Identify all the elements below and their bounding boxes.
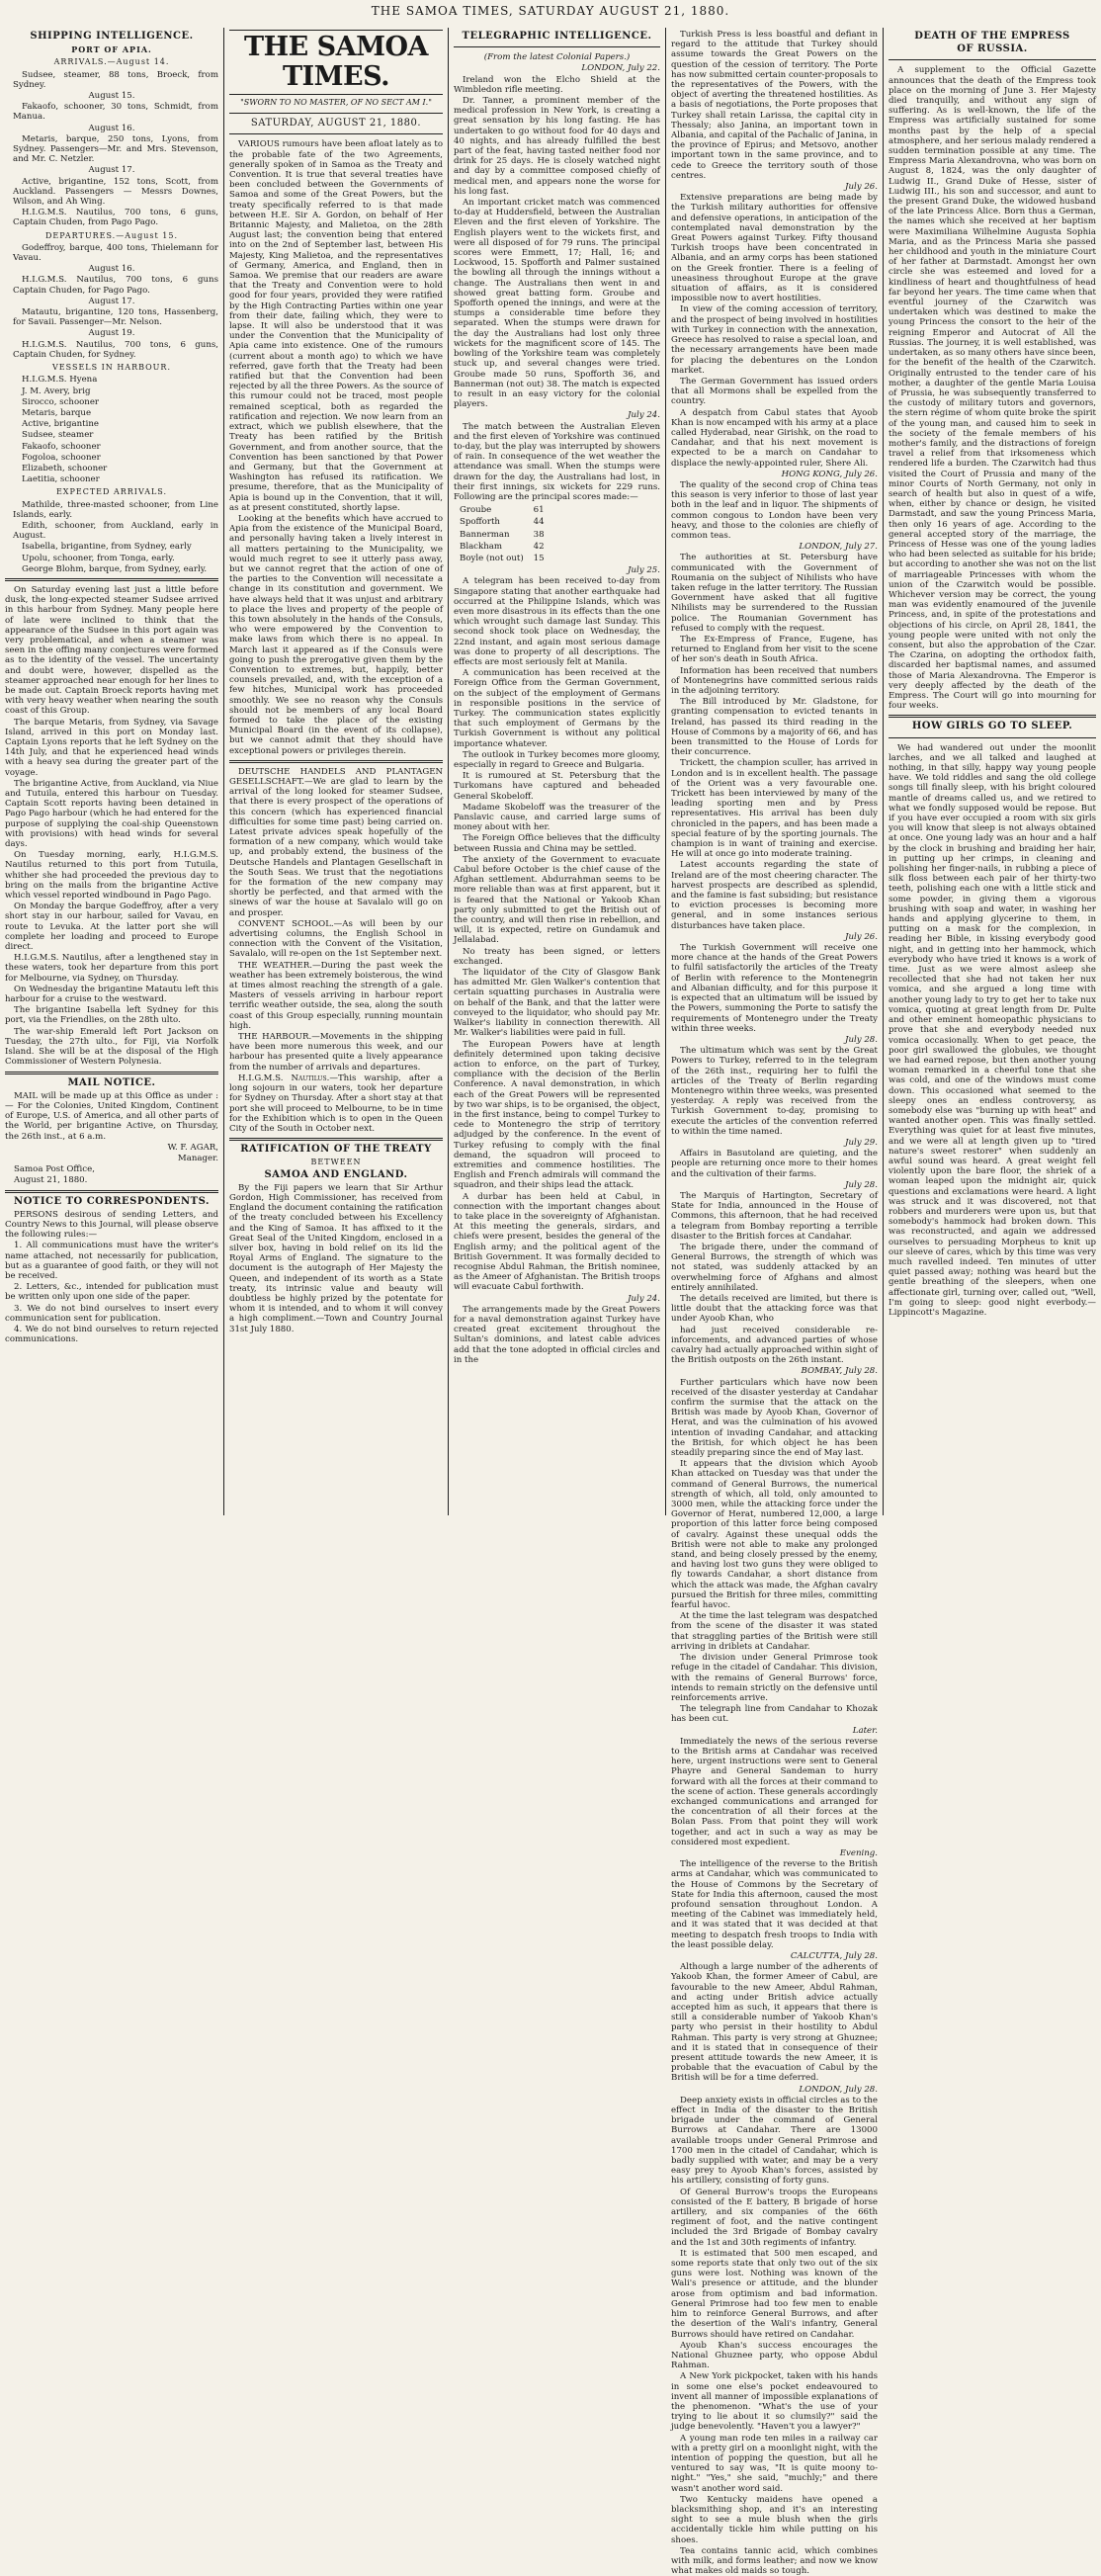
harbour-entry: Metaris, barque bbox=[22, 407, 92, 418]
score-row bbox=[456, 554, 549, 563]
dateline: July 29. bbox=[845, 1137, 878, 1148]
ratification-title: RATIFICATION OF THE TREATY bbox=[240, 1144, 432, 1156]
departure-entry: August 17. bbox=[88, 296, 135, 306]
player-name: Spofforth bbox=[460, 517, 500, 528]
local-note-text: —Movements in the shipping have been more numerous this week, and our harbour has presented quite a lively appearance from the number of arrivals and departures. bbox=[229, 1032, 443, 1073]
telegram-paragraph: The Turkish Government will receive one more chance at the hands of the Great Powers to fulfil satisfactorily the articles of the Treaty of Berlin with reference to the Montenegrin and Albanian difficulty, and for this purpose it is expected that an ultimatum will be issued by the Powers, summoning the Porte to satisfy the requirements of Montenegro under the Treaty within three weeks. bbox=[671, 943, 878, 1034]
departure-entry: H.I.G.M.S. Nautilus, 700 tons, 6 guns Captain Chuden, for Pago Pago. bbox=[13, 275, 218, 296]
local-note-text: —This warship, after a long sojourn in our waters, took her departure for Sydney on Thursday. After a short stay at that port she will proceed to Melbourne, to be in time for the Exhibition which is to open in the Queen City of the South in October next. bbox=[229, 1073, 443, 1134]
telegram-paragraph: The outlook in Turkey becomes more gloomy, especially in regard to Greece and Bulgaria. bbox=[454, 749, 660, 771]
telegram-paragraph: A communication has been received at the Foreign Office from the German Government, on the subject of the employment of Germans in responsible positions in the service of Turkey. The communication states explicitly that such employment of Germans by the Turkish Government is without any political importance whatever. bbox=[454, 668, 660, 749]
local-note-text: —During the past week the weather has been extremely boisterous, the wind at times almost reaching the strength of a gale. Masters of vessels arriving in harbour report terrific weather outside, the sea, along the south coast of this Group especially, running mountain high. bbox=[229, 960, 443, 1031]
telegram-paragraph: The European Powers have at length definitely determined upon taking decisive action to enforce, on the part of Turkey, compliance with the decision of the Berlin Conference. A naval demonstration, in which each of the Great Powers will be represented by two war ships, is to be organised, the object, in the first instance, being to compel Turkey to cede to Montenegro the strip of territory adjudged by the conference. In the event of Turkey refusing to comply with the final demand, the squadron will proceed to extremities and commence hostilities. The English and French admirals will command the squadron, and their ships lead the attack. bbox=[454, 1039, 660, 1191]
departure-entry: August 19. bbox=[88, 328, 135, 339]
expected-entry: Isabella, brigantine, from Sydney, early bbox=[22, 542, 192, 553]
dateline: July 26. bbox=[845, 931, 878, 942]
player-score: 15 bbox=[533, 553, 545, 563]
harbour-entry: Sudsee, steamer bbox=[22, 430, 94, 441]
departures-heading: DEPARTURES.—August 15. bbox=[44, 230, 179, 240]
masthead-title: THE SAMOA TIMES. bbox=[229, 30, 443, 95]
local-note bbox=[229, 1032, 443, 1073]
mail-date: August 21, 1880. bbox=[14, 1175, 88, 1186]
expected-heading: EXPECTED ARRIVALS. bbox=[55, 487, 168, 497]
dateline: BOMBAY, July 28. bbox=[801, 1366, 878, 1377]
telegram-paragraph: It is rumoured at St. Petersburg that the Turkomans have captured and beheaded General Skobeloff. bbox=[454, 771, 660, 802]
notice-rule: 3. We do not bind ourselves to insert every communication sent for publication. bbox=[5, 1303, 218, 1324]
dateline: Later. bbox=[852, 1725, 878, 1736]
dateline: Evening. bbox=[839, 1847, 878, 1858]
telegram-paragraph: A young man rode ten miles in a railway car with a pretty girl on a moonlight night, with the intention of popping the question, but all he ventured to say was, "It is quite moony to-night." "Yes," she said, "muchly;" and there wasn't another word said. bbox=[671, 2433, 878, 2494]
column-rule bbox=[223, 28, 224, 1515]
notice-rule: 1. All communications must have the writer's name attached, not necessarily for publication, but as a guarantee of good faith, or they will not be received. bbox=[5, 1241, 218, 1281]
girls-article bbox=[889, 743, 1096, 1319]
notice-rules bbox=[5, 1241, 218, 1344]
mail-title: MAIL NOTICE. bbox=[67, 1076, 156, 1088]
telegram-paragraph: A durbar has been held at Cabul, in connection with the important changes about to take place in the sovereignty of Afghanistan. At this meeting the generals, sirdars, and chiefs were present, besides the general of the English army; and the political agent of the British Government. It was formally decided to recognise Abdul Rahman, the British nominee, as the Ameer of Afghanistan. The British troops will evacuate Cabul forthwith. bbox=[454, 1191, 660, 1293]
telegram-paragraph: Of General Burrow's troops the Europeans consisted of the E battery, B brigade of horse artillery, and six companies of the 66th regiment of foot, and the native contingent included the 3rd Brigade of Bombay cavalry and the 1st and 30th regiments of infantry. bbox=[671, 2187, 878, 2248]
dateline: July 28. bbox=[845, 1179, 878, 1190]
telegram-paragraph: The telegraph line from Candahar to Khozak has been cut. bbox=[671, 1704, 878, 1725]
dateline: HONG KONG, July 26. bbox=[781, 469, 878, 479]
telegram-paragraph: Latest accounts regarding the state of Ireland are of the most cheering character. The harvest prospects are described as splendid, and the famine is fast subsiding; but resistance to eviction processes is becoming more general, and in some instances serious disturbances have taken place. bbox=[671, 860, 878, 931]
telegram-paragraph: Information has been received that numbers of Montenegrins have committed serious raids in the adjoining territory. bbox=[671, 665, 878, 696]
local-note-lead: THE HARBOUR. bbox=[238, 1032, 312, 1043]
telegram-paragraph: It appears that the division which Ayoob Khan attacked on Tuesday was that under the command of General Burrows, the numerical strength of which, all told, only amounted to 3000 men, while the attacking force under the Governor of Herat, numbered 12,000, a large proportion of this latter force being composed of cavalry. Against these unequal odds the British were not able to make any prolonged stand, and being closely pressed by the enemy, and having lost two guns they were obliged to fly towards Candahar, a short distance from which the attack was made, the Afghan cavalry pursued the British for three miles, committing fearful havoc. bbox=[671, 1459, 878, 1611]
departure-entry: H.I.G.M.S. Nautilus, 700 tons, 6 guns, Captain Chuden, for Sydney. bbox=[13, 339, 218, 360]
local-note bbox=[229, 1073, 443, 1134]
arrival-entry: Active, brigantine, 152 tons, Scott, from Auckland. Passengers — Messrs Downes, Wilson, and Ah Wing. bbox=[13, 176, 218, 208]
telegram-paragraph: A despatch from Cabul states that Ayoob Khan is now encamped with his army at a place called Hyderabad, near Girishk, on the road to Candahar, and that his next movement is expected to be a march on Candahar to displace the newly-appointed ruler, Shere Ali. bbox=[671, 407, 878, 469]
telegram-paragraph: The Foreign Office believes that the difficulty between Russia and China may be settled. bbox=[454, 833, 660, 854]
telegram-paragraph: At the time the last telegram was despatched from the scene of the disaster it was stated that straggling parties of the British were still arriving in driblets at Candahar. bbox=[671, 1611, 878, 1652]
news-paragraph: The barque Metaris, from Sydney, via Savage Island, arrived in this port on Monday last. Captain Lyons reports that he left Sydney on the 14th July, and that he experienced head winds with a heavy sea during the greater part of the voyage. bbox=[5, 717, 218, 778]
telegram-paragraph: In view of the coming accession of territory, and the prospect of being involved in hostilities with Turkey in connection with the annexation, Greece has resolved to raise a special loan, and the necessary arrangements have been made for placing the debentures on the London market. bbox=[671, 304, 878, 376]
arrival-entry: August 16. bbox=[88, 123, 135, 133]
local-note-lead: DEUTSCHE HANDELS AND PLANTAGEN GESELLSCHAFT. bbox=[229, 766, 443, 787]
local-news bbox=[5, 585, 218, 1068]
editorial-paragraph: VARIOUS rumours have been afloat lately as to the probable fate of the two Agreements, generally spoken of in Samoa as the Treaty and Convention. It is true that several treaties have been concluded between the Governments of Samoa and some of the Great Powers, but the treaty specifically referred to is that made between H.E. Sir A. Gordon, on behalf of Her Britannic Majesty, and Malietoa, on the 28th August last; the convention being that entered into on the 2nd of September last, between His Majesty, King Malietoa, and the representatives of Germany, America, and England, then in Samoa. We premise that our readers are aware that the Treaty and Convention were to hold good for four years, provided they were ratified by the High Contracting Parties within one year from their date, failing which, they were to lapse. It will also be understood that it was under the Convention that the Municipality of Apia came into existence. One of the rumours (current about a month ago) to which we have referred, gave forth that the Treaty had been ratified but that the Convention had been rejected by all the three Powers. As the source of this rumour could not be traced, most people remained sceptical, both as regarded the ratification and rejection. We now learn from an extract, which we publish elsewhere, that the Treaty has been ratified by the British Government, and from another source, that the Convention has been sanctioned by that Power and Germany, but that the Government at Washington has refused its ratification. We presume, therefore, that as the Municipality of Apia is bound up in the Convention, that it will, as at present constituted, shortly lapse. bbox=[229, 139, 443, 513]
telegram-paragraph: The brigade there, under the command of General Burrows, the strength of which was not stated, was suddenly attacked by an overwhelming force of Afghans and almost entirely annihilated. bbox=[671, 1242, 878, 1293]
dateline: July 25. bbox=[628, 565, 660, 576]
departure-entry: Godeffroy, barque, 400 tons, Thielemann for Vavau. bbox=[13, 242, 218, 264]
arrival-entry: August 17. bbox=[88, 165, 135, 176]
dateline: LONDON, July 28. bbox=[799, 2084, 878, 2095]
harbour-heading: VESSELS IN HARBOUR. bbox=[52, 363, 171, 373]
telegram-paragraph: The Bill introduced by Mr. Gladstone, for granting compensation to evicted tenants in Ireland, has passed its third reading in the House of Commons by a majority of 66, and has been transmitted to the House of Lords for their concurrence. bbox=[671, 697, 878, 758]
player-score: 42 bbox=[533, 541, 545, 552]
expected-entry: Edith, schooner, from Auckland, early in August. bbox=[13, 520, 218, 542]
empress-title: DEATH OF THE EMPRESS bbox=[914, 31, 1070, 42]
telegram-paragraph: The Marquis of Hartington, Secretary of State for India, announced in the House of Commons, this afternoon, that he had received a telegram from Bombay reporting a terrible disaster to the British forces at Candahar. bbox=[671, 1190, 878, 1242]
expected-entry: George Blohm, barque, from Sydney, early. bbox=[22, 563, 208, 574]
expected-list bbox=[5, 500, 218, 574]
arrivals-list bbox=[5, 70, 218, 228]
local-note-lead: CONVENT SCHOOL. bbox=[238, 918, 334, 929]
column-2 bbox=[229, 30, 443, 1512]
telegram-paragraph: The match between the Australian Eleven and the first eleven of Yorkshire was continued to-day, but the play was interrupted by showers of rain. In consequence of the wet weather the attendance was small. When the stumps were drawn for the day, the Australians had lost, in their first innings, six wickets for 229 runs. Following are the principal scores made:— bbox=[454, 421, 660, 502]
player-name: Blackham bbox=[460, 541, 503, 552]
player-name: Bannerman bbox=[460, 529, 510, 540]
news-paragraph: On Monday the barque Godeffroy, after a very short stay in our harbour, sailed for Vavau, en route to Levuka. At the latter port she will complete her loading and proceed to Europe direct. bbox=[5, 902, 218, 953]
telegraphic-news-col4 bbox=[671, 30, 878, 2576]
harbour-entry: J. M. Avery, brig bbox=[22, 386, 91, 396]
score-row bbox=[456, 517, 549, 527]
arrival-entry: Sudsee, steamer, 88 tons, Broeck, from Sydney. bbox=[13, 69, 218, 90]
telegram-paragraph: Two Kentucky maidens have opened a blacksmithing shop, and it's an interesting sight to see a mule blush when the girls accidentally tickle him while putting on his shoes. bbox=[671, 2494, 878, 2545]
telegram-paragraph: The details received are limited, but there is little doubt that the attacking force was that under Ayoob Khan, who bbox=[671, 1293, 878, 1325]
news-paragraph: On Wednesday the brigantine Matautu left this harbour for a cruise to the westward. bbox=[5, 984, 218, 1005]
telegraphic-source: (From the latest Colonial Papers.) bbox=[483, 52, 631, 63]
notice-title: NOTICE TO CORRESPONDENTS. bbox=[14, 1195, 210, 1207]
cricket-scores bbox=[454, 503, 550, 565]
expected-entry: Upolu, schooner, from Tonga, early. bbox=[22, 553, 175, 563]
telegram-paragraph: The Ex-Empress of France, Eugene, has returned to England from her visit to the scene of her son's death in South Africa. bbox=[671, 634, 878, 665]
masthead-date: SATURDAY, AUGUST 21, 1880. bbox=[250, 118, 422, 129]
editorial bbox=[229, 139, 443, 755]
mail-body: MAIL will be made up at this Office as under :— For the Colonies, United Kingdom, Continent of Europe, U.S. of America, and all other parts of the World, per brigantine Active, on Thursday, the 26th inst., at 6 a.m. bbox=[5, 1090, 218, 1142]
score-row bbox=[456, 505, 549, 515]
dateline: July 28. bbox=[845, 1034, 878, 1045]
telegram-paragraph: The ultimatum which was sent by the Great Powers to Turkey, referred to in the telegram of the 26th inst., requiring her to fulfil the articles of the Treaty of Berlin regarding Montenegro within three weeks, was presented yesterday. A reply was received from the Turkish Government to-day, promising to execute the articles of the convention referred to within the time named. bbox=[671, 1046, 878, 1137]
news-paragraph: The brigantine Isabella left Sydney for this port, via the Friendlies, on the 28th ulto. bbox=[5, 1005, 218, 1026]
ratification-subtitle: SAMOA AND ENGLAND. bbox=[264, 1168, 408, 1180]
telegram-paragraph: Madame Skobeloff was the treasurer of the Panslavic cause, and carried large sums of money about with her. bbox=[454, 802, 660, 833]
news-paragraph: The brigantine Active, from Auckland, via Niue and Tutuila, entered this harbour on Tuesday. Captain Scott reports having been detained in Pago Pago harbour (which he had entered for the purpose of supplying the coal-ship Queenstown with provisions) with head winds for several days. bbox=[5, 778, 218, 850]
ratification-body: By the Fiji papers we learn that Sir Arthur Gordon, High Commissioner, has received from England the document containing the ratification of the treaty concluded between his Excellency and the King of Samoa. It has affixed to it the Great Seal of the United Kingdom, enclosed in a silver box, having in bold relief on its lid the Royal Arms of England. The signature to the document is the autograph of Her Majesty the Queen, and independent of its worth as a State treaty, its intrinsic value and beauty will doubtless be highly prized by the potentate for whom it is intended, and to whom it will convey a high compliment.—Town and Country Journal 31st July 1880. bbox=[229, 1182, 443, 1334]
telegram-paragraph: No treaty has been signed, or letters exchanged. bbox=[454, 946, 660, 967]
column-3 bbox=[454, 30, 660, 1512]
telegram-paragraph: Dr. Tanner, a prominent member of the medical profession in New York, is creating a great sensation by his long fasting. He has undertaken to go without food for 40 days and 40 nights, and has already fulfilled the best part of the feat, having tasted neither food nor drink for 25 days. He is closely watched night and day by a committee composed chiefly of medical men, and appears none the worse for his long fast. bbox=[454, 96, 660, 197]
telegram-paragraph: had just received considerable re-inforcements, and advanced parties of whose cavalry had actually approached within sight of the British outposts on the 26th instant. bbox=[671, 1325, 878, 1366]
telegram-paragraph: The German Government has issued orders that all Mormons shall be expelled from the country. bbox=[671, 376, 878, 407]
column-4 bbox=[671, 30, 878, 2576]
arrivals-heading: ARRIVALS.—August 14. bbox=[53, 57, 170, 67]
player-score: 44 bbox=[533, 517, 545, 528]
harbour-entry: Elizabeth, schooner bbox=[22, 463, 108, 473]
local-note-lead: THE WEATHER. bbox=[238, 960, 312, 971]
telegram-paragraph: An important cricket match was commenced to-day at Huddersfield, between the Australian Eleven and the first eleven of Yorkshire. The English players went to the wickets first, and were all disposed of for 79 runs. The principal scores were Emmett, 17; Hall, 16; and Lockwood, 15. Spofforth and Palmer sustained the bowling all through the innings without a change. The Australians then went in and showed great batting form. Groube and Spofforth opened the innings, and were at the stumps a considerable time before they separated. When the stumps were drawn for the day the Australians had lost only three wickets for the magnificent score of 145. The bowling of the Yorkshire team was completely stuck up, and several changes were tried. Groube made 50 runs, Spofforth 36, and Bannerman (not out) 38. The match is expected to result in an easy victory for the colonial players. bbox=[454, 198, 660, 410]
news-paragraph: On Tuesday morning, early, H.I.G.M.S. Nautilus returned to this port from Tutuila, whither she had proceeded the previous day to bring on the mails from the brigantine Active which vessel reported windbound in Pago Pago. bbox=[5, 850, 218, 902]
telegram-paragraph: A telegram has been received to-day from Singapore stating that another earthquake had occurred at the Philippine Islands, which was even more disastrous in its effects than the one which wrought such damage last Sunday. This second shock took place on Wednesday, the 22nd instant, and again most serious damage was done to property of all descriptions. The effects are most seriously felt at Manila. bbox=[454, 576, 660, 667]
notice-rule: 2. Letters, &c., intended for publication must be written only upon one side of the paper. bbox=[5, 1282, 218, 1303]
score-row bbox=[456, 542, 549, 552]
mail-role: Manager. bbox=[177, 1153, 218, 1163]
local-note bbox=[229, 767, 443, 918]
harbour-entry: Active, brigantine bbox=[22, 419, 99, 430]
local-note bbox=[229, 919, 443, 960]
telegram-paragraph: The division under General Primrose took refuge in the citadel of Candahar. This division, with the remains of General Burrows' force, intends to remain strictly on the defensive until reinforcements arrive. bbox=[671, 1653, 878, 1703]
news-paragraph: The war-ship Emerald left Port Jackson on Tuesday, the 27th ulto., for Fiji, via Norfolk Island. She will be at the disposal of the High Commissioner of Western Polynesia. bbox=[5, 1026, 218, 1068]
column-5 bbox=[889, 30, 1096, 1512]
local-note-lead: H.I.G.M.S. Nautilus. bbox=[238, 1073, 330, 1083]
arrival-entry: August 15. bbox=[88, 91, 135, 102]
harbour-entry: Sirocco, schooner bbox=[22, 396, 100, 407]
telegram-paragraph: The anxiety of the Government to evacuate Cabul before October is the chief cause of the Afghan settlement. Abdurrahman seems to be more reliable than was at first apparent, but it is feared that the National or Yakoob Khan party only submitted to get the British out of the country, and will then rise in rebellion, and will, it is expected, retire on Gundamuk and Jellalabad. bbox=[454, 854, 660, 946]
telegram-paragraph: Deep anxiety exists in official circles as to the effect in India of the disaster to the British brigade under the command of General Burrows at Candahar. There are 13000 available troops under General Primrose and 1700 men in the citadel of Candahar, which is badly supplied with water, and may be a very easy prey to Ayoob Khan's forces, assisted by his artillery, consisting of forty guns. bbox=[671, 2095, 878, 2187]
harbour-entry: Fakaofo, schooner bbox=[22, 441, 101, 452]
telegram-paragraph: The authorities at St. Petersburg have communicated with the Government of Roumania on the subject of Nihilists who have taken refuge in the latter territory. The Russian Government have asked that all fugitive Nihilists may be surrendered to the Russian police. The Roumanian Government has refused to comply with the request. bbox=[671, 553, 878, 634]
telegram-paragraph: Ireland won the Elcho Shield at the Wimbledon rifle meeting. bbox=[454, 74, 660, 95]
player-name: Groube bbox=[460, 505, 492, 516]
news-paragraph: On Saturday evening last just a little before dusk, the long-expected steamer Sudsee arrived in this harbour from Sydney. Many people here of late were inclined to think that the appearance of the Sudsee in this port again was very problematical, and when a steamer was seen in the offing many conjectures were formed as to the identity of the vessel. The uncertainty and doubt were, however, dispelled as the steamer approached near enough for her lines to be made out. Captain Broeck reports having met with very heavy weather when nearing the south coast of this Group. bbox=[5, 584, 218, 717]
dateline: LONDON, July 22. bbox=[581, 63, 660, 74]
telegram-paragraph: Extensive preparations are being made by the Turkish military authorities for offensive and defensive operations, in anticipation of the contemplated naval demonstration by the Great Powers against Turkey. Fifty thousand Turkish troops have been concentrated in Albania, and an army corps has been stationed on the Greek frontier. There is a feeling of uneasiness throughout Europe at the grave situation of affairs, as it is considered impossible now to avert hostilities. bbox=[671, 193, 878, 304]
harbour-list bbox=[5, 375, 218, 484]
telegram-paragraph: Affairs in Basutoland are quieting, and the people are returning once more to their homes and the cultivation of their farms. bbox=[671, 1149, 878, 1179]
expected-entry: Mathilde, three-masted schooner, from Line Islands, early. bbox=[13, 499, 218, 520]
mail-office: Samoa Post Office, bbox=[14, 1164, 95, 1175]
local-notes bbox=[229, 767, 443, 1134]
telegram-paragraph: The quality of the second crop of China teas this season is very inferior to those of last year both in the leaf and in liquor. The shipments of common congous to London have been very heavy, and those to the colonies are chiefly of common teas. bbox=[671, 479, 878, 541]
telegram-paragraph: Tea contains tannic acid, which combines with milk, and forms leather; and now we know what makes old maids so tough. bbox=[671, 2545, 878, 2576]
port-heading: PORT OF APIA. bbox=[71, 44, 152, 55]
girls-title: HOW GIRLS GO TO SLEEP. bbox=[911, 721, 1073, 732]
local-note-text: —As will been by our advertising columns, the English School in connection with the Convent of the Visitation, Savalalo, will re-open on the 1st September next. bbox=[229, 918, 443, 960]
masthead-motto: "SWORN TO NO MASTER, OF NO SECT AM I." bbox=[240, 98, 432, 107]
dateline: July 26. bbox=[845, 182, 878, 193]
departure-entry: Matautu, brigantine, 120 tons, Hassenberg, for Savaii. Passenger—Mr. Nelson. bbox=[13, 307, 218, 328]
column-rule bbox=[448, 28, 449, 1515]
column-rule bbox=[665, 28, 666, 1515]
player-score: 61 bbox=[533, 505, 545, 516]
telegram-paragraph: Trickett, the champion sculler, has arrived in London and is in excellent health. The passage of the Orient was a very favourable one. Trickett has been interviewed by many of the leading sporting men and by Press representatives. His arrival has been duly chronicled in the papers, and has been made a special feature of by the sporting journals. The champion is in want of training and exercise. He will at once go into moderate training. bbox=[671, 758, 878, 860]
harbour-entry: Fogoloa, schooner bbox=[22, 452, 101, 463]
telegraphic-news-col5 bbox=[671, 1326, 878, 2576]
telegraphic-news bbox=[454, 63, 660, 502]
arrival-entry: H.I.G.M.S. Nautilus, 700 tons, 6 guns, Captain Chuden, from Pago Pago. bbox=[13, 208, 218, 228]
news-paragraph: H.I.G.M.S. Nautilus, after a lengthened stay in these waters, took her departure from this port for Melbourne, via Sydney, on Thursday. bbox=[5, 953, 218, 984]
shipping-title: SHIPPING INTELLIGENCE. bbox=[30, 31, 194, 42]
ratification-between: BETWEEN bbox=[310, 1158, 362, 1167]
telegram-paragraph: Although a large number of the adherents of Yakoob Khan, the former Ameer of Cabul, are favourable to the new Ameer, Abdul Rahman, and acting under British advice actually accepted him as such, it appears that there is still a considerable number of Yakoob Khan's party who persist in their hostility to Abdul Rahman. This party is very strong at Ghuznee; and it is stated that in consequence of their present attitude towards the new Ameer, it is probable that the evacuation of Cabul by the British will be for a time deferred. bbox=[671, 1962, 878, 2084]
local-note-text: —We are glad to learn by the arrival of the long looked for steamer Sudsee, that there is every prospect of the operations of this concern (which has experienced financial difficulties for some time past) being carried on. Latest private advices speak hopefully of the formation of a new company, which would take up, and probably extend, the business of the Deutsche Handels and Plantagen Gesellschaft in the South Seas. We trust that the negotiations for the formation of the new company may shortly be perfected, and that armed with the sinews of war the house at Savalalo will go on and prosper. bbox=[229, 777, 443, 918]
dateline: July 24. bbox=[628, 1293, 660, 1304]
player-name: Boyle (not out) bbox=[460, 553, 524, 563]
telegram-paragraph: The arrangements made by the Great Powers for a naval demonstration against Turkey have created great excitement throughout the Sultan's dominions, and latest cable advices add that the tone adopted in official circles and in the bbox=[454, 1304, 660, 1365]
telegraphic-news-continued bbox=[454, 565, 660, 1365]
harbour-entry: Laetitia, schooner bbox=[22, 474, 100, 485]
dateline: CALCUTTA, July 28. bbox=[790, 1950, 878, 1961]
column-1 bbox=[5, 30, 218, 1512]
telegram-paragraph: The intelligence of the reverse to the British arms at Candahar, which was communicated to the House of Commons by the Secretary of State for India this afternoon, caused the most profound sensation throughout London. A meeting of the Cabinet was immediately held, and it was stated that it was decided at that meeting to despatch fresh troops to India with the least possible delay. bbox=[671, 1859, 878, 1950]
harbour-entry: H.I.G.M.S. Hyena bbox=[22, 375, 98, 386]
telegram-paragraph: Turkish Press is less boastful and defiant in regard to the attitude that Turkey should assume towards the Great Powers on the question of the cession of territory. The Porte has now submitted certain counter-proposals to the representatives of the Powers, with the object of averting the threatened hostilities. As a basis of negotiations, the Porte proposes that Turkey shall retain Larissa, the capital city in Thessaly; also Janina, an important town in Albania, and capital of the Pachalic of Janina, in the province of Epirus; and Metsovo, another important town in the same province, and to cede to Greece the territory south of those centres. bbox=[671, 30, 878, 181]
telegram-paragraph: Immediately the news of the serious reverse to the British arms at Candahar was received here, urgent instructions were sent to General Phayre and General Sandeman to hurry forward with all the forces at their command to the scene of action. These generals accordingly exchanged communications and arranged for the concentration of all their forces at the Bolan Pass. From that point they will work together, and act in such a way as may be considered most expedient. bbox=[671, 1736, 878, 1847]
player-score: 38 bbox=[533, 529, 545, 540]
notice-intro: PERSONS desirous of sending Letters, and Country News to this Journal, will please observe the following rules:— bbox=[5, 1209, 218, 1241]
page-header: THE SAMOA TIMES, SATURDAY AUGUST 21, 1880. bbox=[371, 4, 730, 18]
editorial-paragraph: Looking at the benefits which have accrued to Apia from the existence of the Municipal Board, and personally having taken a lively interest in all matters pertaining to the Municipality, we would much regret to see it utterly pass away, but we cannot regret that the action of one of the parties to the Convention will necessitate a change in its constitution and government. We have always held that it was unjust and arbitrary to place the lives and property of the people of this town absolutely in the hands of the Consuls, who were empowered by the Convention to make laws from which there is no appeal. In March last it appeared as if the Consuls were going to push the prerogative given them by the Convention to extremes, but, happily, better counsels prevailed, and, with the exception of a few hitches, Municipal work has proceeded smoothly. We see no reason why the Consuls should not be members of any local Board formed to take the place of the existing Municipal Board (in the event of its collapse), but we cannot admit that they should have exceptional powers or privileges therein. bbox=[229, 513, 443, 756]
notice-rule: 4. We do not bind ourselves to return rejected communications. bbox=[5, 1324, 218, 1345]
dateline: July 24. bbox=[628, 410, 660, 421]
telegram-paragraph: Further particulars which have now been received of the disaster yesterday at Candahar confirm the surmise that the attack on the British was made by Ayoob Khan, Governor of Herat, and was the culmination of his avowed intention of invading Candahar, and attacking the British, for which object he has been steadily preparing since the end of May last. bbox=[671, 1377, 878, 1459]
column-rule bbox=[883, 28, 884, 1515]
departure-entry: August 16. bbox=[88, 264, 135, 275]
local-note bbox=[229, 961, 443, 1031]
arrival-entry: Fakaofo, schooner, 30 tons, Schmidt, from Manua. bbox=[13, 102, 218, 123]
telegram-paragraph: A New York pickpocket, taken with his hands in some one else's pocket endeavoured to invent all manner of impossible explanations of the phenomenon. "What's the use of your trying to lie about it so clumsily?" said the judge benevolently. "Haven't you a lawyer?" bbox=[671, 2371, 878, 2433]
telegraphic-title: TELEGRAPHIC INTELLIGENCE. bbox=[462, 31, 652, 42]
telegram-paragraph: Ayoub Khan's success encourages the National Ghuznee party, who oppose Abdul Rahman. bbox=[671, 2340, 878, 2371]
empress-subtitle: OF RUSSIA. bbox=[957, 43, 1028, 55]
telegram-paragraph: It is estimated that 500 men escaped, and some reports state that only two out of the six guns were lost. Nothing was known of the Wali's presence or attitude, and the blunder arose from optimism and bad information. General Primrose had too few men to enable him to reinforce General Burrows, and after the desertion of the Wali's infantry, General Burrows should have retired on Candahar. bbox=[671, 2248, 878, 2340]
score-row bbox=[456, 530, 549, 540]
mail-signed: W. F. AGAR, bbox=[167, 1142, 218, 1153]
empress-paragraph: A supplement to the Official Gazette announces that the death of the Empress took place on the morning of June 3. Her Majesty died tranquilly, and without any sign of suffering. As is well-known, the life of the Empress was artificially sustained for some months past by the help of a special atmosphere, and her serious malady rendered a sudden termination possible at any time. The Empress Maria Alexandrovna, who was born on August 8, 1824, was the only daughter of Ludwig II., Grand Duke of Hesse, sister of Ludwig III., his son and successor, and aunt to the present Grand Duke, the widowed husband of the late Princess Alice. Born thus a German, the names which she received at her baptism were Maximiliana Wilhelmine Augusta Sophia Maria, and as the Princess Maria she passed her childhood and youth in the miniature Court of her father at Darmstadt. Amongst her own circle she was esteemed and loved for a kindliness of heart and thoughtfulness of head far beyond her years. The time came when that eventful journey of the Czarwitch was undertaken which was destined to make the young Princess the consort to the heir of the reigning Emperor and Autocrat of All the Russias. The journey, it is well established, was undertaken, as so many others have since been, for the benefit of the health of the Czarwitch. Originally entrusted to the tender care of his mother, a daughter of the gentle Maria Louisa of Prussia, he was subsequently transferred to the custody of military tutors and governors, the stern régime of whom quite broke the spirit of the young man, and caused him to seek in the society of the female members of his mother's family, and the distractions of foreign travel a relief from that irksomeness which rendered life a burden. The Czarwitch had thus visited the Court of Prussia and many of the minor Courts of North Germany, not only in search of health but also in quest of a wife, when, either by chance or design, he visited Darmstadt, and saw the young Princess Maria, then only 16 years of age. According to the general accepted story of the marriage, the Princess of Hesse was one of the young ladies who had been selected as suitable for his bride; but according to another she was not on the list of marriageable Princesses with whom the union of the Czarwitch would be possible. Whichever version may be correct, the young man was evidently enamoured of the juvenile Princess, and, in spite of the protestations and objections of his circle, on April 28, 1841, the young people were united with not only the consent, but also the approbation of the Czar. The Czarina, on adopting the orthodox faith, discarded her baptismal names, and assumed those of Maria Alexandrovna. The Emperor is very deeply affected by the death of the Empress. The Court will go into mourning for four weeks. bbox=[889, 65, 1096, 712]
dateline: LONDON, July 27. bbox=[799, 542, 878, 553]
departures-list bbox=[5, 243, 218, 360]
arrival-entry: Metaris, barque, 250 tons, Lyons, from Sydney. Passengers—Mr. and Mrs. Stevenson, and Mr. C. Netzler. bbox=[13, 133, 218, 165]
empress-article bbox=[889, 65, 1096, 711]
telegram-paragraph: The liquidator of the City of Glasgow Bank has admitted Mr. Glen Walker's contention that certain squatting purchases in Australia were on behalf of the Bank, and that the latter were conveyed to the liquidator, who should pay Mr. Walker's liability in connection therewith. All Mr. Walker's liabilities were paid in full. bbox=[454, 968, 660, 1039]
girls-paragraph: We had wandered out under the moonlit larches, and we all talked and laughed at nothing, in that silly, happy way young people have. We told riddles and sang the old college songs till finally sleep, with his bright coloured mantle of dreams called us, and we retired to what we fondly supposed would be repose. But if you have ever occupied a room with six girls you will know that sleep is not always obtained at once. One young lady was an hour and a half by the clock in brushing and braiding her hair, in putting up her crimps, in cleaning and polishing her finger-nails, in rubbing a piece of silk floss between each pair of her thirty-two teeth, polishing each one with a little stick and some powder, in giving them a vigorous brushing with soap and water, in washing her hands and applying glycerine to them, in putting on a mask for the complexion, in reading her Bible, in kissing everybody good night, and in getting into her hammock, which everybody who have tried it knows is a work of time. Just as we were almost asleep she recollected that she had not taken her nux vomica, and she argued a long time with another young lady to try to get her to take nux vomica, quoting at great length from Dr. Pulte and other eminent homeopathic physicians to prove that she and everybody needed nux vomica occasionally. When to get peace, the poor girl swallowed the globules, we thought we had earned repose, but then another young woman remarked in a cheerful tone that she was cold, and one of the windows must come down. This occasioned what seemed to the sleepy ones an endless controversy, as somebody else was "burning up with heat" and wanted another open. This was finally settled. Everything was quiet for at least five minutes, and we were all at length given up to "tired nature's sweet restorer" when suddenly an awful sound was heard. A great weight fell violently upon the bare floor, the shriek of a woman leaped upon the midnight air, quick questions and exclamations were heard. A light was struck and it was discovered, not that robbers and murderers were upon us, but that somebody's hammock had broken down. This was reconstructed, and again we addressed ourselves to persuading Morpheus to knit up our sleeve of cares, which by this time was very much ravelled indeed. Ten minutes of utter quiet passed away; nothing was heard but the gentle breathing of the sleepers, when one affectionate girl, turning over, called out, "Well, I'm going to sleep: good night everbody.—Lippincott's Magazine. bbox=[889, 742, 1096, 1318]
